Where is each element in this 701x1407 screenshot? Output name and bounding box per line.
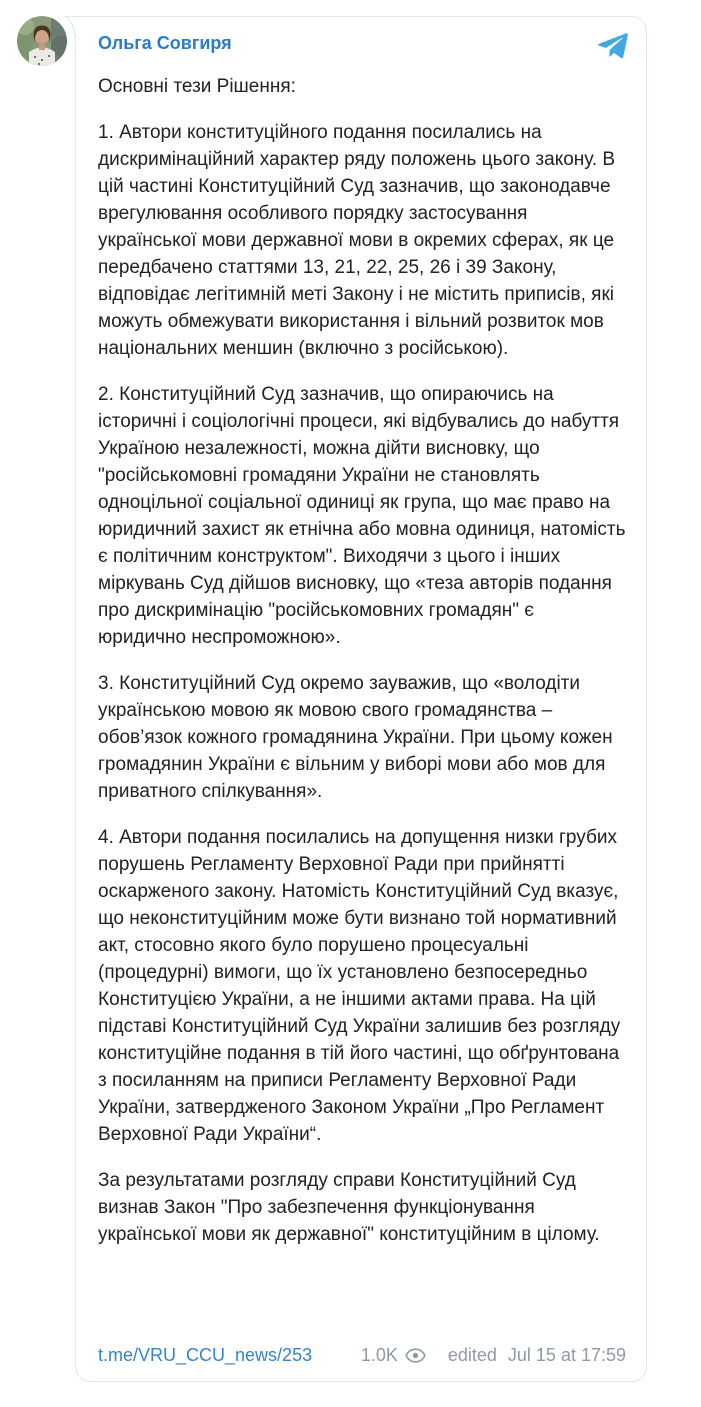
post-link[interactable]: t.me/VRU_CCU_news/253 <box>98 1345 313 1365</box>
message-paragraph: За результатами розгляду справи Конституційний Суд визнав Закон "Про забезпечення функціонування української мови як державної" конституційним в цілому. <box>98 1170 600 1245</box>
message-paragraph: 4. Автори подання посилались на допущення низки грубих порушень Регламенту Верховної Ради при прийнятті оскарженого закону. Натомість Конституційний Суд вказує, що неконституційним може бути визнано той нормативний акт, стосовно якого було порушено процесуальні (процедурні) вимоги, що їх установлено безпосередньо Конституцією України, а не іншими актами права. На цій підставі Конституційний Суд України залишив без розгляду конституційне подання в тій його частині, що обґрунтована з посиланням на приписи Регламенту Верховної Ради України, затвердженого Законом України „Про Регламент Верховної Ради України“. <box>98 827 621 1145</box>
edited-label: edited <box>447 1345 497 1365</box>
message-paragraph: Основні тези Рішення: <box>98 76 296 97</box>
message-paragraph: 1. Автори конституційного подання посилались на дискримінаційний характер ряду положень цього закону. В цій частині Конституційний Суд зазначив, що законодавче врегулювання особливого порядку застосування української мови державної мови в окремих сферах, як це передбачено статтями 13, 21, 22, 25, 26 і 39 Закону, відповідає легітимній меті Закону і не містить приписів, які можуть обмежувати використання і вільний розвиток мов національних меншин (включно з російською). <box>98 122 616 359</box>
message-header <box>98 31 626 63</box>
message-text <box>98 73 626 1248</box>
views-count: 1.0K <box>360 1345 398 1365</box>
message-paragraph: 3. Конституційний Суд окремо зауважив, що «володіти українською мовою як мовою свого громадянства – обов’язок кожного громадянина України. При цьому кожен громадянин України є вільним у виборі мови або мов для приватного спілкування». <box>98 673 613 802</box>
avatar-photo <box>17 16 67 66</box>
timestamp: Jul 15 at 17:59 <box>507 1345 626 1365</box>
telegram-plane-icon[interactable] <box>594 29 632 63</box>
message-footer <box>98 1329 626 1367</box>
message-paragraph: 2. Конституційний Суд зазначив, що опираючись на історичні і соціологічні процеси, які відбувались до набуття Україною незалежності, можна дійти висновку, що "російськомовні громадяни України не становлять одноцільної соціальної одиниці як група, що має право на юридичний захист як етнічна або мовна одиниця, натомість є політичним конструктом". Виходячи з цього і інших міркувань Суд дійшов висновку, що «теза авторів подання про дискримінацію "російськомовних громадян" є юридично неспроможною». <box>98 384 626 648</box>
message-meta <box>361 1343 626 1367</box>
message-bubble <box>75 16 647 1382</box>
bubble-tail <box>64 16 77 35</box>
author-name[interactable]: Ольга Совгиря <box>98 33 232 53</box>
eye-icon <box>405 1348 426 1363</box>
avatar[interactable] <box>17 16 67 66</box>
